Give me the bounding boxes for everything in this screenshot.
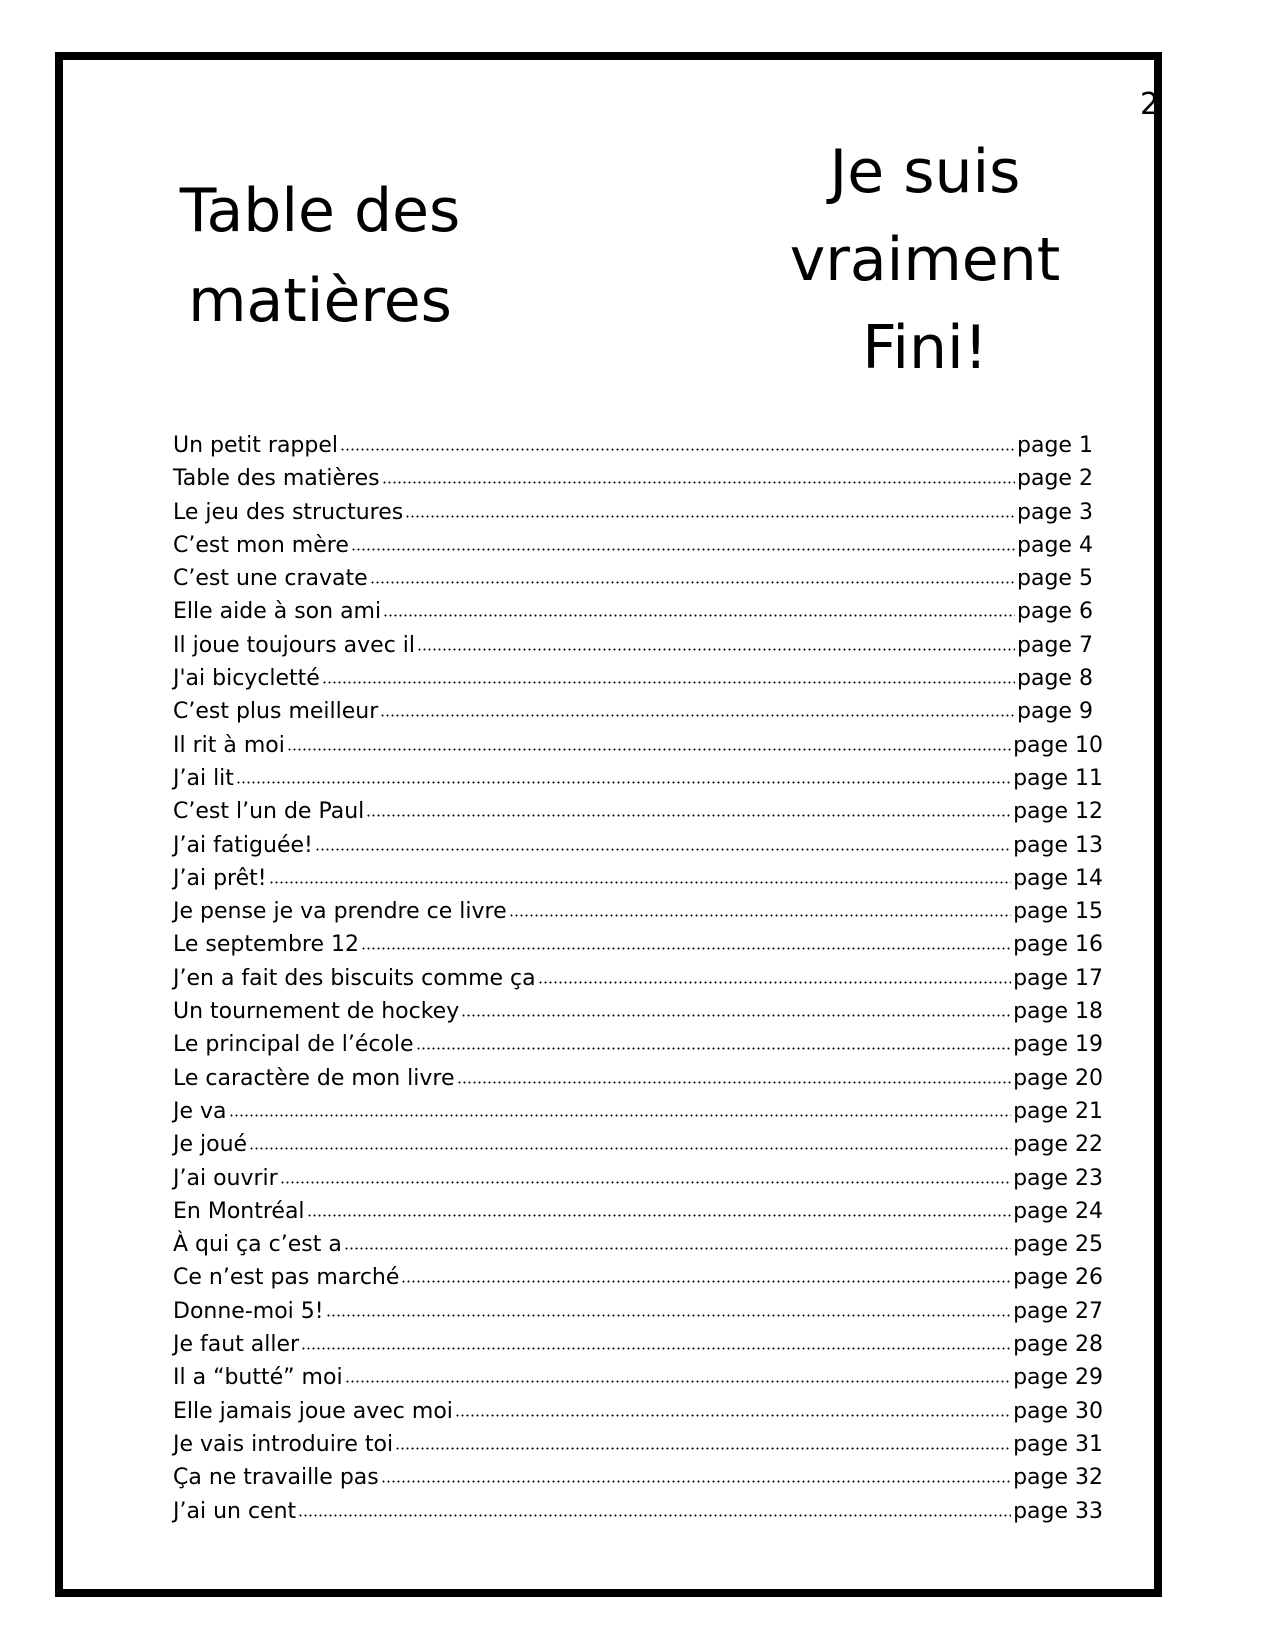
toc-entry-page: page 17 [1013, 965, 1103, 991]
dot-leader [236, 763, 1011, 785]
toc-entry-page: page 8 [1017, 666, 1093, 692]
toc-entry-title: C’est plus meilleur [173, 699, 379, 725]
dot-leader [457, 1063, 1012, 1085]
toc-entry [173, 562, 1103, 595]
book-title-line: Fini! [862, 313, 988, 383]
toc-entry [173, 762, 1103, 795]
toc-entry-page: page 25 [1013, 1232, 1103, 1258]
toc-entry-page: page 4 [1017, 532, 1093, 558]
toc-entry-title: Je va [173, 1098, 227, 1124]
toc-entry-title: À qui ça c’est a [173, 1232, 342, 1258]
toc-entry [173, 1228, 1103, 1261]
dot-leader [383, 596, 1015, 618]
toc-entry-page: page 29 [1013, 1365, 1103, 1391]
toc-entry-title: J’ai fatiguée! [173, 832, 313, 858]
toc-entry-page: page 16 [1013, 932, 1103, 958]
toc-entry [173, 829, 1103, 862]
toc-entry-title: Le caractère de mon livre [173, 1065, 455, 1091]
toc-entry-title: C’est l’un de Paul [173, 799, 365, 825]
toc-entry-page: page 32 [1013, 1465, 1103, 1491]
dot-leader [405, 497, 1015, 519]
toc-entry-title: Je vais introduire toi [173, 1431, 394, 1457]
toc-entry [173, 928, 1103, 961]
toc-entry [173, 729, 1103, 762]
toc-entry [173, 1361, 1103, 1394]
toc-entry-title: J'ai bicycletté [173, 666, 320, 692]
toc-entry-title: Il rit à moi [173, 732, 285, 758]
toc-entry [173, 1162, 1103, 1195]
toc-entry-title: Le principal de l’école [173, 1032, 414, 1058]
dot-leader [340, 430, 1015, 452]
toc-entry-title: Le septembre 12 [173, 932, 360, 958]
toc-entry-page: page 2 [1017, 466, 1093, 492]
toc-entry [173, 1195, 1103, 1228]
toc-entry-page: page 27 [1013, 1298, 1103, 1324]
dot-leader [461, 996, 1011, 1018]
toc-entry [173, 629, 1103, 662]
dot-leader [395, 1429, 1011, 1451]
toc-entry-page: page 21 [1013, 1098, 1103, 1124]
dot-leader [380, 696, 1015, 718]
dot-leader [280, 1163, 1011, 1185]
toc-entry-page: page 33 [1013, 1498, 1103, 1524]
toc-entry-page: page 26 [1013, 1265, 1103, 1291]
toc-entry [173, 862, 1103, 895]
toc-entry-title: Je pense je va prendre ce livre [173, 899, 507, 925]
dot-leader [416, 1029, 1012, 1051]
toc-entry-title: Le jeu des structures [173, 499, 404, 525]
toc-entry [173, 595, 1103, 628]
toc-entry-title: En Montréal [173, 1198, 305, 1224]
toc-entry-title: J’en a fait des biscuits comme ça [173, 965, 536, 991]
toc-entry-title: Elle jamais joue avec moi [173, 1398, 453, 1424]
dot-leader [351, 530, 1015, 552]
dot-leader [326, 1296, 1011, 1318]
toc-entry-page: page 3 [1017, 499, 1093, 525]
toc-entry-title: J’ai prêt! [173, 865, 267, 891]
toc-entry [173, 496, 1103, 529]
toc-heading-line: Table des [179, 176, 461, 246]
toc-entry-page: page 12 [1013, 799, 1103, 825]
dot-leader [298, 1496, 1011, 1518]
dot-leader [315, 830, 1011, 852]
toc-entry-page: page 22 [1013, 1132, 1103, 1158]
toc-entry-page: page 30 [1013, 1398, 1103, 1424]
dot-leader [301, 1329, 1011, 1351]
toc-entry-page: page 11 [1013, 765, 1103, 791]
toc-entry [173, 1495, 1103, 1528]
toc-entry [173, 962, 1103, 995]
toc-entry-title: Un tournement de hockey [173, 999, 460, 1025]
dot-leader [455, 1396, 1011, 1418]
dot-leader [417, 630, 1015, 652]
toc-entry [173, 995, 1103, 1028]
toc-entry [173, 1395, 1103, 1428]
toc-entry [173, 1128, 1103, 1161]
toc-entry-title: C’est une cravate [173, 566, 368, 592]
book-title-line: vraiment [789, 225, 1061, 295]
toc-entry-page: page 6 [1017, 599, 1093, 625]
toc-entry [173, 529, 1103, 562]
toc-entry-title: J’ai un cent [173, 1498, 297, 1524]
toc-entry-title: Table des matières [173, 466, 380, 492]
toc-entry-title: J’ai lit [173, 765, 234, 791]
toc-entry-title: Ce n’est pas marché [173, 1265, 400, 1291]
toc-entry-title: Je faut aller [173, 1332, 300, 1358]
toc-entry [173, 1062, 1103, 1095]
toc-entry [173, 1028, 1103, 1061]
book-title-line: Je suis [829, 137, 1021, 207]
toc-entry-page: page 19 [1013, 1032, 1103, 1058]
dot-leader [307, 1196, 1012, 1218]
dot-leader [344, 1229, 1011, 1251]
toc-entry [173, 1095, 1103, 1128]
dot-leader [345, 1362, 1012, 1384]
dot-leader [249, 1129, 1011, 1151]
dot-leader [229, 1096, 1012, 1118]
dot-leader [366, 796, 1011, 818]
toc-entry-page: page 28 [1013, 1332, 1103, 1358]
toc-entry [173, 429, 1103, 462]
toc-entry [173, 1295, 1103, 1328]
toc-entry-page: page 23 [1013, 1165, 1103, 1191]
toc-entry [173, 1328, 1103, 1361]
dot-leader [287, 730, 1011, 752]
toc-entry-page: page 15 [1013, 899, 1103, 925]
dot-leader [509, 896, 1011, 918]
toc-entry-title: Il a “butté” moi [173, 1365, 343, 1391]
toc-entry [173, 1461, 1103, 1494]
dot-leader [381, 1462, 1011, 1484]
toc-entry-page: page 31 [1013, 1431, 1103, 1457]
page-number: 2 [1140, 87, 1160, 122]
toc-entry-page: page 18 [1013, 999, 1103, 1025]
toc-entry-page: page 10 [1013, 732, 1103, 758]
dot-leader [370, 563, 1015, 585]
toc-entry-page: page 7 [1017, 632, 1093, 658]
toc-heading-line: matières [188, 266, 452, 336]
dot-leader [401, 1262, 1011, 1284]
toc-entry-page: page 13 [1013, 832, 1103, 858]
dot-leader [361, 929, 1011, 951]
toc-entry-page: page 20 [1013, 1065, 1103, 1091]
dot-leader [382, 463, 1015, 485]
toc-entry [173, 662, 1103, 695]
toc-entry-title: Il joue toujours avec il [173, 632, 416, 658]
toc-entry-title: Un petit rappel [173, 433, 338, 458]
toc-entry-title: Elle aide à son ami [173, 599, 382, 625]
dot-leader [322, 663, 1015, 685]
toc-entry [173, 895, 1103, 928]
toc-entry-title: Je joué [173, 1132, 248, 1158]
toc-entry-page: page 14 [1013, 865, 1103, 891]
toc-entry-title: C’est mon mère [173, 532, 349, 558]
toc-entry [173, 1261, 1103, 1294]
toc-entry [173, 1428, 1103, 1461]
toc-entry-title: J’ai ouvrir [173, 1165, 278, 1191]
toc-heading [120, 166, 520, 346]
book-title [770, 128, 1080, 392]
toc-entry-page: page 9 [1017, 699, 1093, 725]
toc-entry-page: page 5 [1017, 566, 1093, 592]
toc-entry-page: page 24 [1013, 1198, 1103, 1224]
toc-entry-page: page 1 [1017, 433, 1093, 458]
toc-entry [173, 795, 1103, 828]
toc-entry [173, 462, 1103, 495]
toc-entry-title: Donne-moi 5! [173, 1298, 324, 1324]
toc-list [173, 429, 1103, 1528]
toc-entry-title: Ça ne travaille pas [173, 1465, 379, 1491]
toc-entry [173, 695, 1103, 728]
dot-leader [538, 963, 1011, 985]
dot-leader [269, 863, 1011, 885]
